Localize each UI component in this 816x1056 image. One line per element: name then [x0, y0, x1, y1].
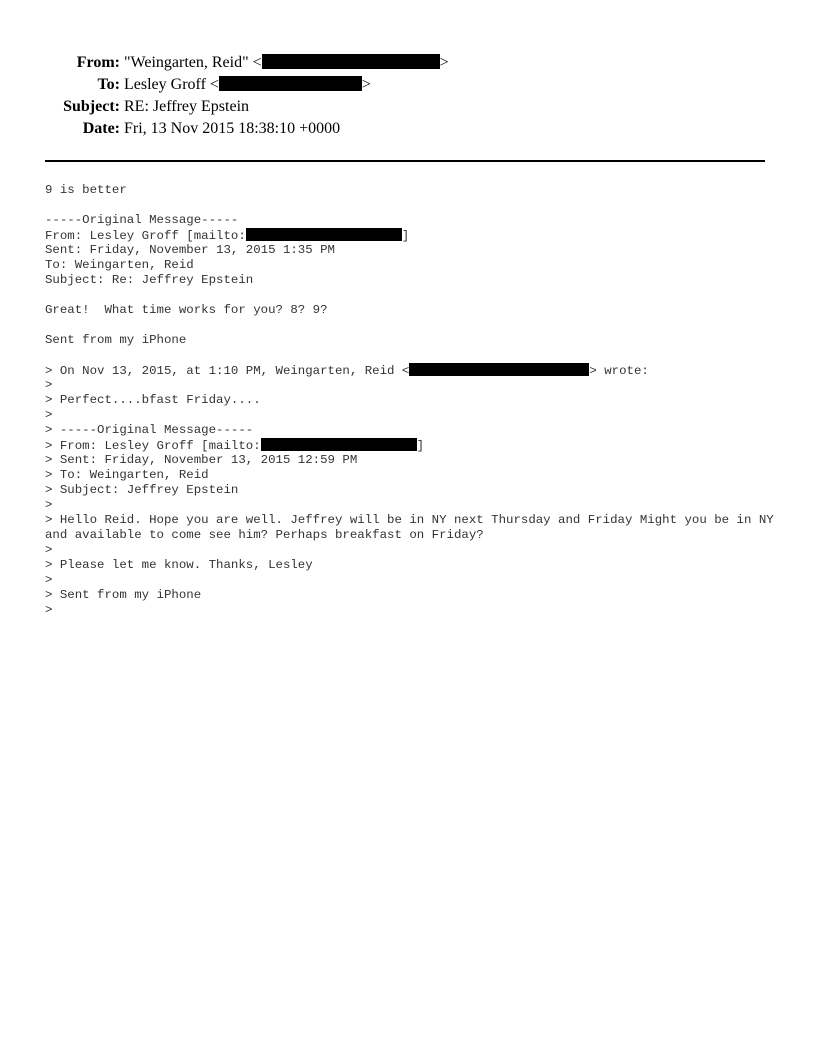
quoted-separator: > -----Original Message-----: [45, 423, 254, 437]
from-value: [124, 52, 449, 74]
quote-marker: >: [45, 378, 53, 392]
header-divider: [45, 160, 765, 162]
quote-marker: >: [45, 498, 53, 512]
original-sent-line: Sent: Friday, November 13, 2015 1:35 PM: [45, 243, 335, 257]
subject-value: RE: Jeffrey Epstein: [124, 98, 250, 115]
original-from-line: [45, 228, 775, 243]
redacted-email-block: [246, 228, 402, 241]
quoted-from-line: [45, 438, 775, 453]
quoted-perfect-line: > Perfect....bfast Friday....: [45, 393, 261, 407]
redacted-email-block: [219, 76, 362, 91]
reply-text: 9 is better: [45, 183, 127, 197]
quoted-thanks-line: > Please let me know. Thanks, Lesley: [45, 558, 313, 572]
date-value: Fri, 13 Nov 2015 18:38:10 +0000: [124, 120, 341, 137]
email-header: [40, 52, 449, 140]
quoted-sent-line: > Sent: Friday, November 13, 2015 12:59 PM: [45, 453, 358, 467]
redacted-email-block: [262, 54, 440, 69]
quoted-on-line: [45, 363, 775, 378]
quoted-to-line: > To: Weingarten, Reid: [45, 468, 209, 482]
original-from-bracket: ]: [401, 229, 410, 243]
original-signature: Sent from my iPhone: [45, 333, 187, 347]
quoted-subject-line: > Subject: Jeffrey Epstein: [45, 483, 239, 497]
original-to-line: To: Weingarten, Reid: [45, 258, 194, 272]
header-to-row: [40, 74, 449, 96]
header-date-row: [40, 118, 449, 140]
quote-marker: >: [45, 408, 53, 422]
date-label: Date:: [82, 120, 120, 137]
header-subject-row: [40, 96, 449, 118]
original-from-text: From: Lesley Groff [mailto:: [45, 229, 246, 243]
quote-marker: >: [45, 603, 53, 617]
from-bracket: >: [439, 54, 449, 71]
quoted-from-bracket: ]: [416, 439, 425, 453]
blank-line: [45, 288, 775, 303]
quoted-hello-paragraph: > Hello Reid. Hope you are well. Jeffrey will be in NY next Thursday and Friday Might you be in NY and available to come see him? Perhaps breakfast on Friday?: [45, 513, 774, 542]
quote-marker: >: [45, 543, 53, 557]
email-body: [45, 183, 775, 618]
original-subject-line: Subject: Re: Jeffrey Epstein: [45, 273, 254, 287]
blank-line: [45, 318, 775, 333]
from-label: From:: [76, 54, 120, 71]
to-name: Lesley Groff <: [124, 76, 219, 93]
quote-marker: >: [45, 573, 53, 587]
subject-label: Subject:: [63, 98, 120, 115]
from-name: "Weingarten, Reid" <: [124, 54, 262, 71]
original-message-text: Great! What time works for you? 8? 9?: [45, 303, 328, 317]
original-message-separator: -----Original Message-----: [45, 213, 239, 227]
quoted-from-text: > From: Lesley Groff [mailto:: [45, 439, 261, 453]
to-value: [124, 74, 371, 96]
redacted-email-block: [409, 363, 589, 376]
to-label: To:: [97, 76, 120, 93]
quoted-wrote-text: > wrote:: [589, 364, 649, 378]
quoted-on-text: > On Nov 13, 2015, at 1:10 PM, Weingarten, Reid <: [45, 364, 410, 378]
to-bracket: >: [361, 76, 371, 93]
blank-line: [45, 348, 775, 363]
redacted-email-block: [261, 438, 417, 451]
header-from-row: [40, 52, 449, 74]
blank-line: [45, 198, 775, 213]
quoted-signature: > Sent from my iPhone: [45, 588, 202, 602]
